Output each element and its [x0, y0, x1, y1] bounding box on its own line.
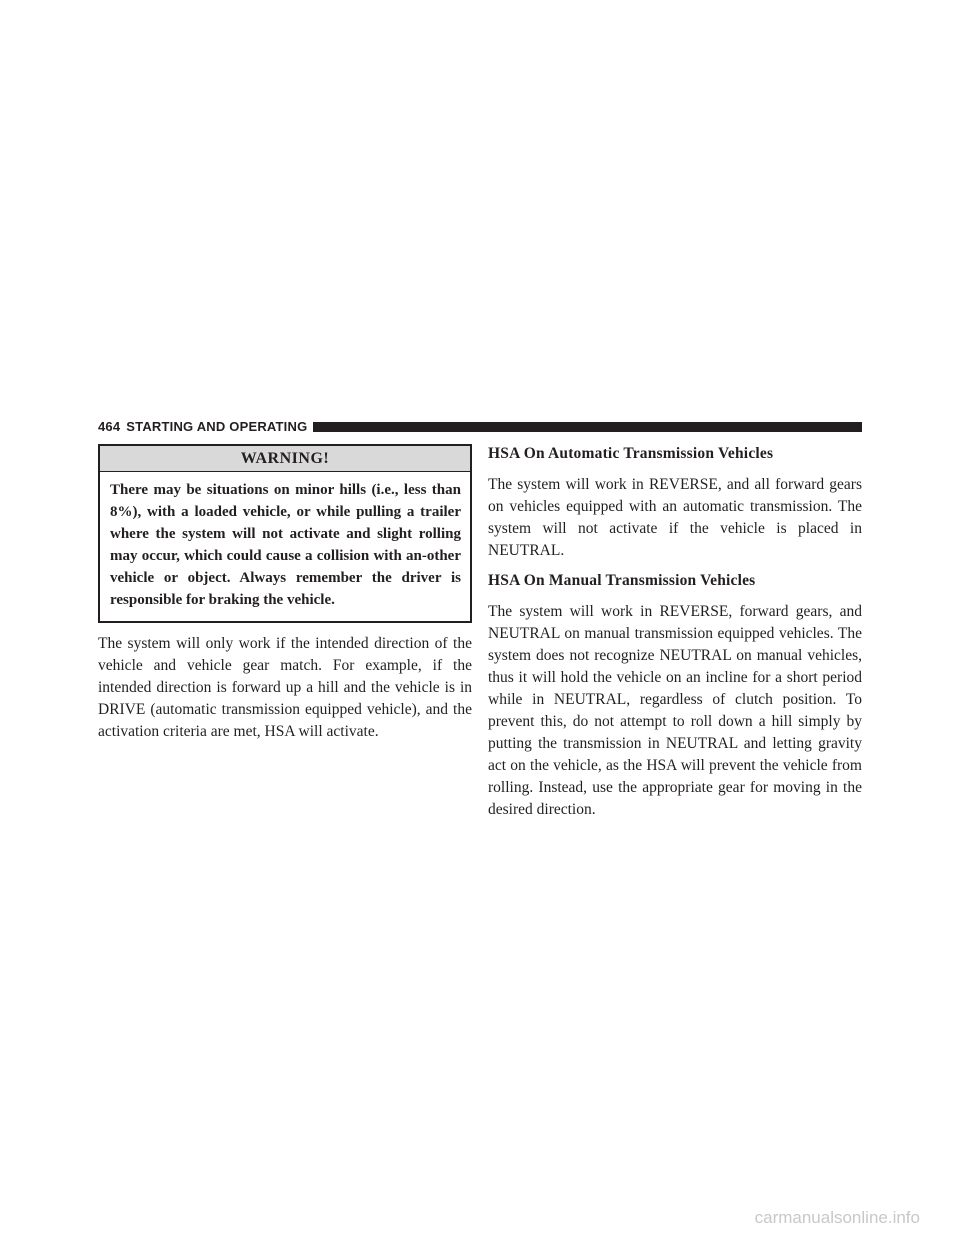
warning-title: WARNING! [100, 446, 470, 472]
section-title: STARTING AND OPERATING [126, 419, 308, 434]
page-header [98, 420, 862, 434]
header-label [98, 420, 313, 434]
manual-transmission-heading: HSA On Manual Transmission Vehicles [488, 572, 756, 589]
warning-box [98, 444, 472, 623]
automatic-transmission-paragraph: The system will work in REVERSE, and all forward gears on vehicles equipped with an automatic transmission. The system will not activate if the vehicle is placed in NEUTRAL. [488, 476, 862, 559]
manual-transmission-paragraph: The system will work in REVERSE, forward gears, and NEUTRAL on manual transmission equipped vehicles. The system does not recognize NEUTRAL on manual vehicles, thus it will hold the vehicle on an incline for a short period while in NEUTRAL, regardless of clutch position. To prevent this, do not attempt to roll down a hill simply by putting the transmission in NEUTRAL and letting gravity act on the vehicle, as the HSA will prevent the vehicle from rolling. Instead, use the appropriate gear for moving in the desired direction. [488, 603, 862, 818]
site-watermark: carmanualsonline.info [754, 1208, 920, 1227]
warning-text: There may be situations on minor hills (i.e., less than 8%), with a loaded vehicle, or while pulling a trailer where the system will not activate and slight rolling may occur, which could cause a collision with an-other vehicle or object. Always remember the driver is responsible for braking the vehicle. [110, 482, 461, 608]
header-rule [313, 422, 862, 432]
page-number: 464 [98, 419, 121, 434]
automatic-transmission-heading: HSA On Automatic Transmission Vehicles [488, 445, 774, 462]
right-column [488, 444, 862, 821]
left-column [98, 444, 472, 743]
hsa-direction-paragraph: The system will only work if the intended direction of the vehicle and vehicle gear match. For example, if the intended direction is forward up a hill and the vehicle is in DRIVE (automatic transmission equipped vehicle), and the activation criteria are met, HSA will activate. [98, 635, 472, 740]
